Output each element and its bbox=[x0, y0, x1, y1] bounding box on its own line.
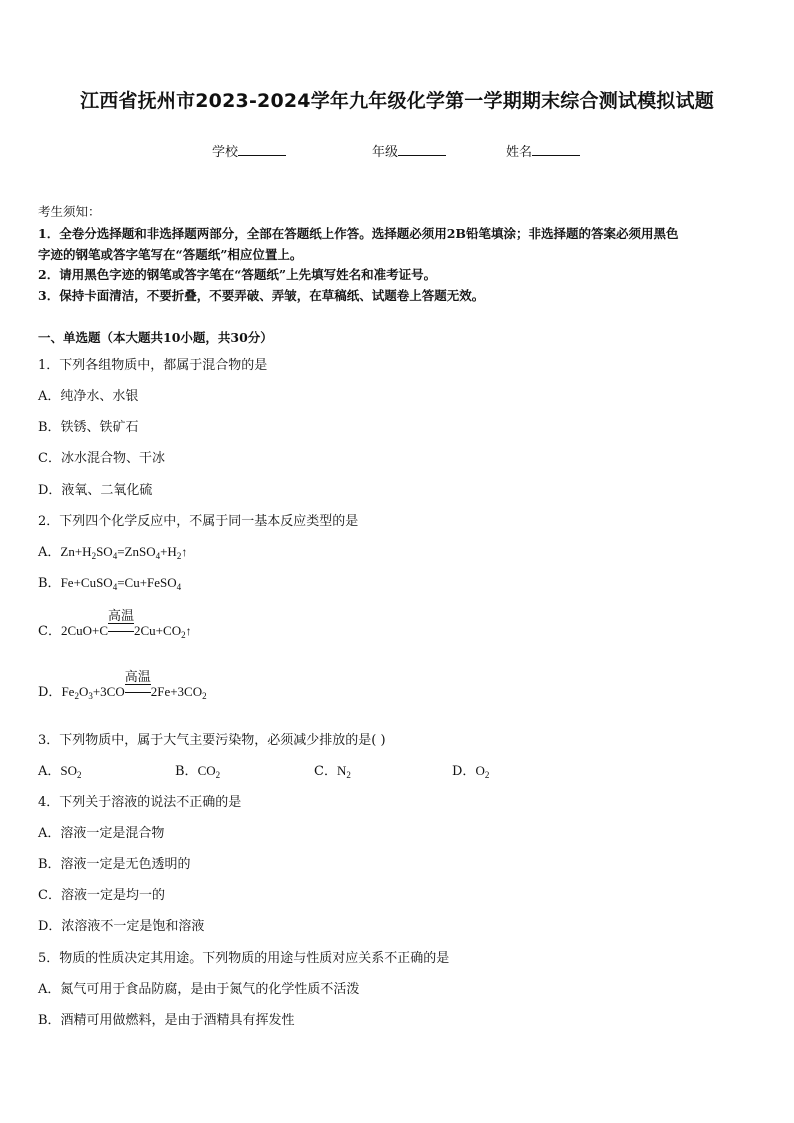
name-field bbox=[506, 141, 580, 160]
reaction-condition-c: 高温 bbox=[108, 623, 134, 639]
q3-option-d: D．$O_2$ bbox=[452, 763, 490, 780]
q2-option-a: A．$Zn+H_2SO_4=ZnSO_4+H_2↑$ bbox=[38, 544, 188, 561]
q3-stem: 3．下列物质中，属于大气主要污染物，必须减少排放的是( ) bbox=[38, 733, 386, 748]
q2-option-d: D．$Fe_2O_3+3CO$ 高温 $2Fe+3CO_2$ bbox=[38, 670, 207, 701]
notice-heading: 考生须知： bbox=[38, 204, 101, 219]
q2-option-c: C．2CuO+C 高温 $2Cu+CO_2↑$ bbox=[38, 609, 192, 640]
notice-item-1: 1．全卷分选择题和非选择题两部分，全部在答题纸上作答。选择题必须用2B铅笔填涂；非选择题的答案必须用黑色 bbox=[38, 226, 679, 241]
q2-equation-b: Fe+CuSO$_4$=Cu+FeSO$_4$ bbox=[60, 575, 182, 592]
q1-option-c: C．冰水混合物、干冰 bbox=[38, 451, 165, 466]
grade-field bbox=[372, 141, 446, 160]
name-label: 姓名 bbox=[506, 145, 533, 160]
q1-option-a: A．纯净水、水银 bbox=[38, 389, 139, 404]
q4-option-d: D．浓溶液不一定是饱和溶液 bbox=[38, 919, 205, 934]
q2-equation-c: 2CuO+C 高温 $2Cu+CO_2↑$ bbox=[60, 609, 192, 640]
notice-item-2: 2．请用黑色字迹的钢笔或答字笔在“答题纸”上先填写姓名和准考证号。 bbox=[38, 267, 437, 282]
notice-item-3: 3．保持卡面清洁，不要折叠，不要弄破、弄皱，在草稿纸、试题卷上答题无效。 bbox=[38, 288, 485, 303]
q5-option-b: B．酒精可用做燃料，是由于酒精具有挥发性 bbox=[38, 1013, 295, 1028]
q4-stem: 4．下列关于溶液的说法不正确的是 bbox=[38, 795, 242, 810]
q4-option-b: B．溶液一定是无色透明的 bbox=[38, 857, 191, 872]
q5-stem: 5．物质的性质决定其用途。下列物质的用途与性质对应关系不正确的是 bbox=[38, 951, 450, 966]
q3-option-a: A．$SO_2$ bbox=[38, 763, 82, 780]
grade-label: 年级 bbox=[372, 145, 399, 160]
q2-stem: 2．下列四个化学反应中，不属于同一基本反应类型的是 bbox=[38, 514, 359, 529]
school-label: 学校 bbox=[212, 145, 239, 160]
school-field bbox=[212, 141, 286, 160]
q1-option-d: D．液氧、二氧化硫 bbox=[38, 483, 153, 498]
q5-option-a: A．氮气可用于食品防腐，是由于氮气的化学性质不活泼 bbox=[38, 982, 360, 997]
q2-equation-d: $Fe_2O_3+3CO$ 高温 $2Fe+3CO_2$ bbox=[61, 670, 207, 701]
grade-blank bbox=[398, 143, 446, 156]
q2-option-b: B．Fe+CuSO$_4$=Cu+FeSO$_4$ bbox=[38, 575, 182, 592]
notice-item-1-cont: 字迹的钢笔或答字笔写在“答题纸”相应位置上。 bbox=[38, 247, 303, 262]
q4-option-c: C．溶液一定是均一的 bbox=[38, 888, 165, 903]
q3-option-b: B．$CO_2$ bbox=[175, 763, 221, 780]
q2-equation-a: $Zn+H_2SO_4=ZnSO_4+H_2↑$ bbox=[60, 544, 188, 561]
q1-option-b: B．铁锈、铁矿石 bbox=[38, 420, 139, 435]
page-title: 江西省抚州市2023-2024学年九年级化学第一学期期末综合测试模拟试题 bbox=[80, 90, 714, 112]
q3-option-c: C．$N_2$ bbox=[314, 763, 351, 780]
section-heading: 一、单选题（本大题共10小题，共30分） bbox=[38, 330, 273, 345]
school-blank bbox=[238, 143, 286, 156]
q4-option-a: A．溶液一定是混合物 bbox=[38, 826, 165, 841]
name-blank bbox=[532, 143, 580, 156]
reaction-condition-d: 高温 bbox=[125, 684, 151, 700]
q1-stem: 1．下列各组物质中，都属于混合物的是 bbox=[38, 358, 268, 373]
